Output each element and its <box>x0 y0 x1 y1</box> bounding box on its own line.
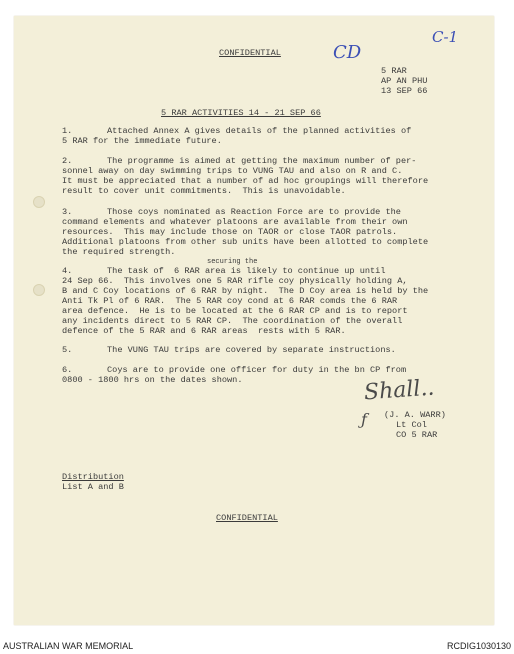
classification-top: CONFIDENTIAL <box>219 48 281 58</box>
para-number: 2. <box>62 156 73 166</box>
para-line: Those coys nominated as Reaction Force are to provide the <box>107 207 401 217</box>
distribution-heading: Distribution <box>62 472 124 482</box>
para-line: The task of 6 RAR area is likely to continue up until <box>107 266 386 276</box>
handwritten-mark-corner: C-1 <box>432 28 459 46</box>
para-line: 0800 - 1800 hrs on the dates shown. <box>62 375 243 385</box>
punch-hole <box>33 284 45 296</box>
para-line: Coys are to provide one officer for duty in the bn CP from <box>107 365 407 375</box>
distribution-list: List A and B <box>62 482 124 492</box>
handwritten-signature: Shall.. <box>363 375 436 406</box>
para-number: 6. <box>62 365 73 375</box>
para-line: The programme is aimed at getting the maximum number of per- <box>107 156 417 166</box>
punch-hole <box>33 196 45 208</box>
para-line: the required strength. <box>62 247 176 257</box>
para-line: resources. This may include those on TAOR or close TAOR patrols. <box>62 227 398 237</box>
para-line: sonnel away on day swimming trips to VUNG TAU and also on R and C. <box>62 166 403 176</box>
para-line: command elements and whatever platoons are available from their own <box>62 217 408 227</box>
para-line: Additional platoons from other sub units have been allotted to complete <box>62 237 429 247</box>
para-line: result to cover unit commitments. This is unavoidable. <box>62 186 346 196</box>
handwritten-mark-cd: CD <box>333 42 362 63</box>
sender-date: 13 SEP 66 <box>381 86 428 96</box>
para-number: 1. <box>62 126 73 136</box>
para-line: B and C Coy locations of 6 RAR by night. The D Coy area is held by the <box>62 286 429 296</box>
para-line: 24 Sep 66. This involves one 5 RAR rifle coy physically holding A, <box>62 276 408 286</box>
para-number: 5. <box>62 345 73 355</box>
para-line: Anti Tk Pl of 6 RAR. The 5 RAR coy cond at 6 RAR comds the 6 RAR <box>62 296 398 306</box>
para-line: any incidents direct to 5 RAR CP. The coordination of the overall <box>62 316 403 326</box>
para-line: Attached Annex A gives details of the planned activities of <box>107 126 412 136</box>
archive-reference: RCDIG1030130 <box>446 641 511 651</box>
sender-unit: 5 RAR <box>381 66 407 76</box>
para-line: It must be appreciated that a number of ad hoc groupings will therefore <box>62 176 429 186</box>
para-line: defence of the 5 RAR and 6 RAR areas rests with 5 RAR. <box>62 326 346 336</box>
document-title: 5 RAR ACTIVITIES 14 - 21 SEP 66 <box>161 108 321 118</box>
signature-appointment: CO 5 RAR <box>396 430 438 440</box>
para-line: 5 RAR for the immediate future. <box>62 136 222 146</box>
para-line: The VUNG TAU trips are covered by separate instructions. <box>107 345 396 355</box>
para-number: 4. <box>62 266 73 276</box>
para-number: 3. <box>62 207 73 217</box>
para-insert: securing the <box>207 258 258 266</box>
signature-rank: Lt Col <box>396 420 427 430</box>
signature-name: (J. A. WARR) <box>384 410 446 420</box>
classification-bottom: CONFIDENTIAL <box>216 513 278 523</box>
signature-for-mark: ƒ <box>361 410 367 429</box>
sender-location: AP AN PHU <box>381 76 428 86</box>
archive-credit: AUSTRALIAN WAR MEMORIAL <box>3 641 134 651</box>
para-line: area defence. He is to be located at the 6 RAR CP and is to report <box>62 306 408 316</box>
